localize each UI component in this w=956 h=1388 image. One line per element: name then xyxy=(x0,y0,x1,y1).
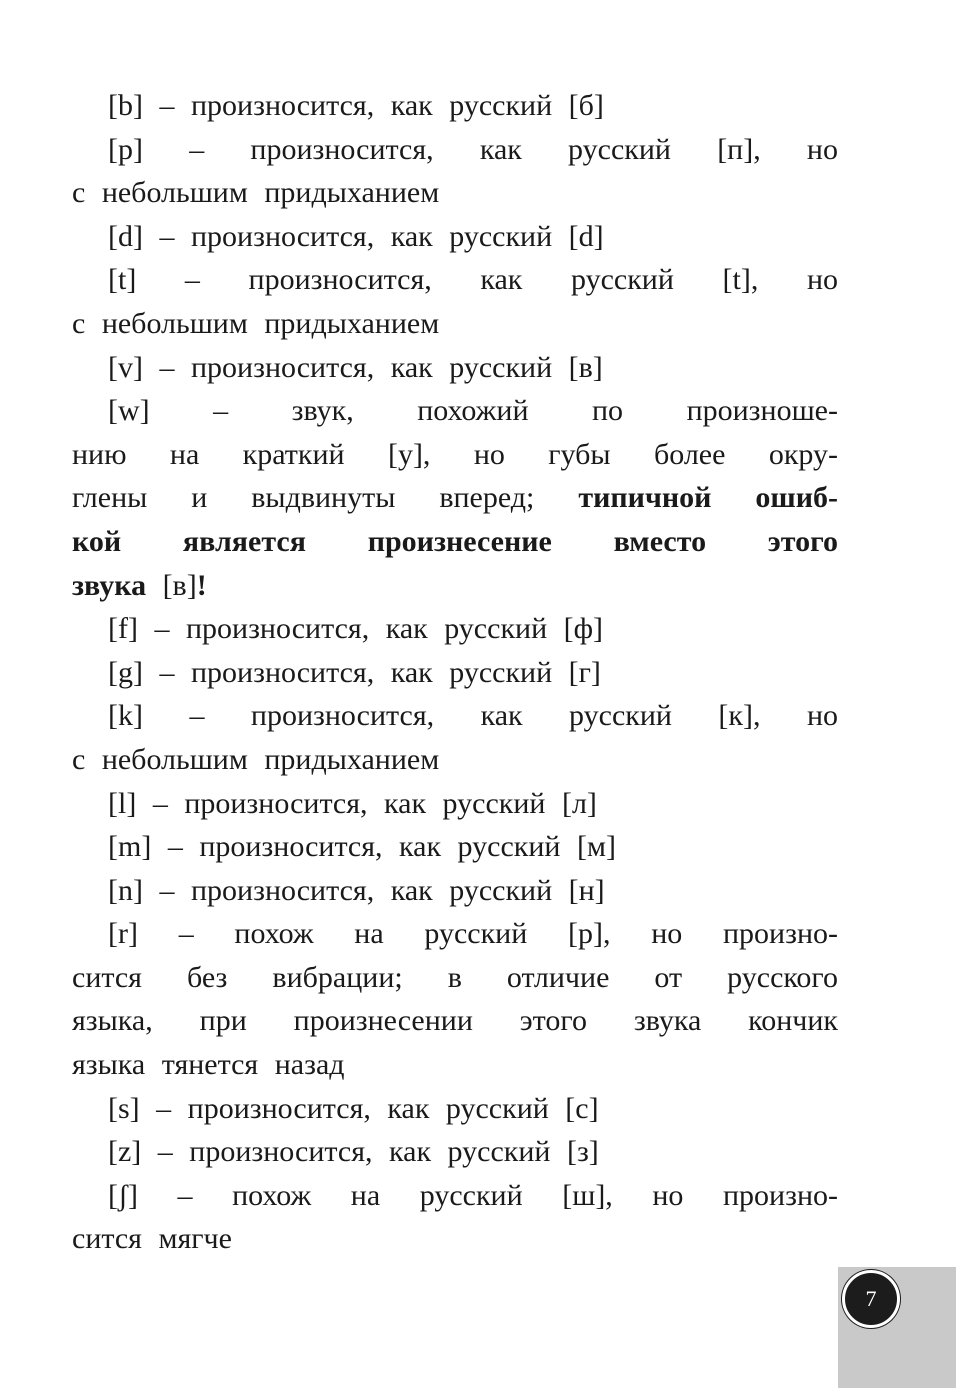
entry-b xyxy=(72,84,838,128)
text-line: [v] – произносится, как русский [в] xyxy=(108,350,603,384)
entry-k xyxy=(72,694,838,781)
text-line: [r] – похож на русский [р], но произно- xyxy=(108,917,838,951)
text-line: языка, при произнесении этого звука кончик xyxy=(72,1004,838,1038)
entry-s xyxy=(72,1087,838,1131)
text-line: [m] – произносится, как русский [м] xyxy=(108,830,616,864)
text-line: с небольшим придыханием xyxy=(72,742,440,776)
text-line: [s] – произносится, как русский [с] xyxy=(108,1091,599,1125)
entry-p xyxy=(72,128,838,215)
entry-g xyxy=(72,651,838,695)
text-run: глены и выдвинуты вперед; xyxy=(72,481,535,515)
entry-t xyxy=(72,258,838,345)
entry-f xyxy=(72,607,838,651)
text-line: [k] – произносится, как русский [к], но xyxy=(108,699,838,733)
text-run: [в] xyxy=(162,568,197,602)
warning-text: звука xyxy=(72,568,147,602)
text-line: [f] – произносится, как русский [ф] xyxy=(108,612,604,646)
text-line: [p] – произносится, как русский [п], но xyxy=(108,132,838,166)
text-line: [ʃ] – похож на русский [ш], но произно- xyxy=(108,1178,838,1212)
text-line: с небольшим придыханием xyxy=(72,306,440,340)
text-line: нию на краткий [у], но губы более окру- xyxy=(72,437,838,471)
page-body xyxy=(72,84,838,1261)
exclamation-mark: ! xyxy=(196,568,207,602)
entry-d xyxy=(72,215,838,259)
text-line: сится без вибрации; в отличие от русского xyxy=(72,960,838,994)
text-line: [z] – произносится, как русский [з] xyxy=(108,1135,599,1169)
text-line: с небольшим придыханием xyxy=(72,176,440,210)
entry-w xyxy=(72,389,838,607)
text-line xyxy=(72,564,838,608)
entry-sh xyxy=(72,1174,838,1261)
entry-z xyxy=(72,1130,838,1174)
text-line: [w] – звук, похожий по произноше- xyxy=(108,394,838,428)
entry-r xyxy=(72,912,838,1086)
text-line: [g] – произносится, как русский [г] xyxy=(108,655,601,689)
entry-n xyxy=(72,869,838,913)
entry-l xyxy=(72,782,838,826)
text-line: языка тянется назад xyxy=(72,1048,345,1082)
entry-v xyxy=(72,346,838,390)
text-line: [n] – произносится, как русский [н] xyxy=(108,873,605,907)
text-line: [l] – произносится, как русский [л] xyxy=(108,786,597,820)
warning-text: кой является произнесение вместо этого xyxy=(72,524,838,558)
text-line: [d] – произносится, как русский [d] xyxy=(108,219,604,253)
warning-text: типичной ошиб- xyxy=(578,481,839,515)
entry-m xyxy=(72,825,838,869)
page-number-badge: 7 xyxy=(842,1270,900,1328)
text-line: сится мягче xyxy=(72,1222,232,1256)
text-line: [t] – произносится, как русский [t], но xyxy=(108,263,838,297)
text-line: [b] – произносится, как русский [б] xyxy=(108,89,604,122)
text-line xyxy=(72,476,838,520)
